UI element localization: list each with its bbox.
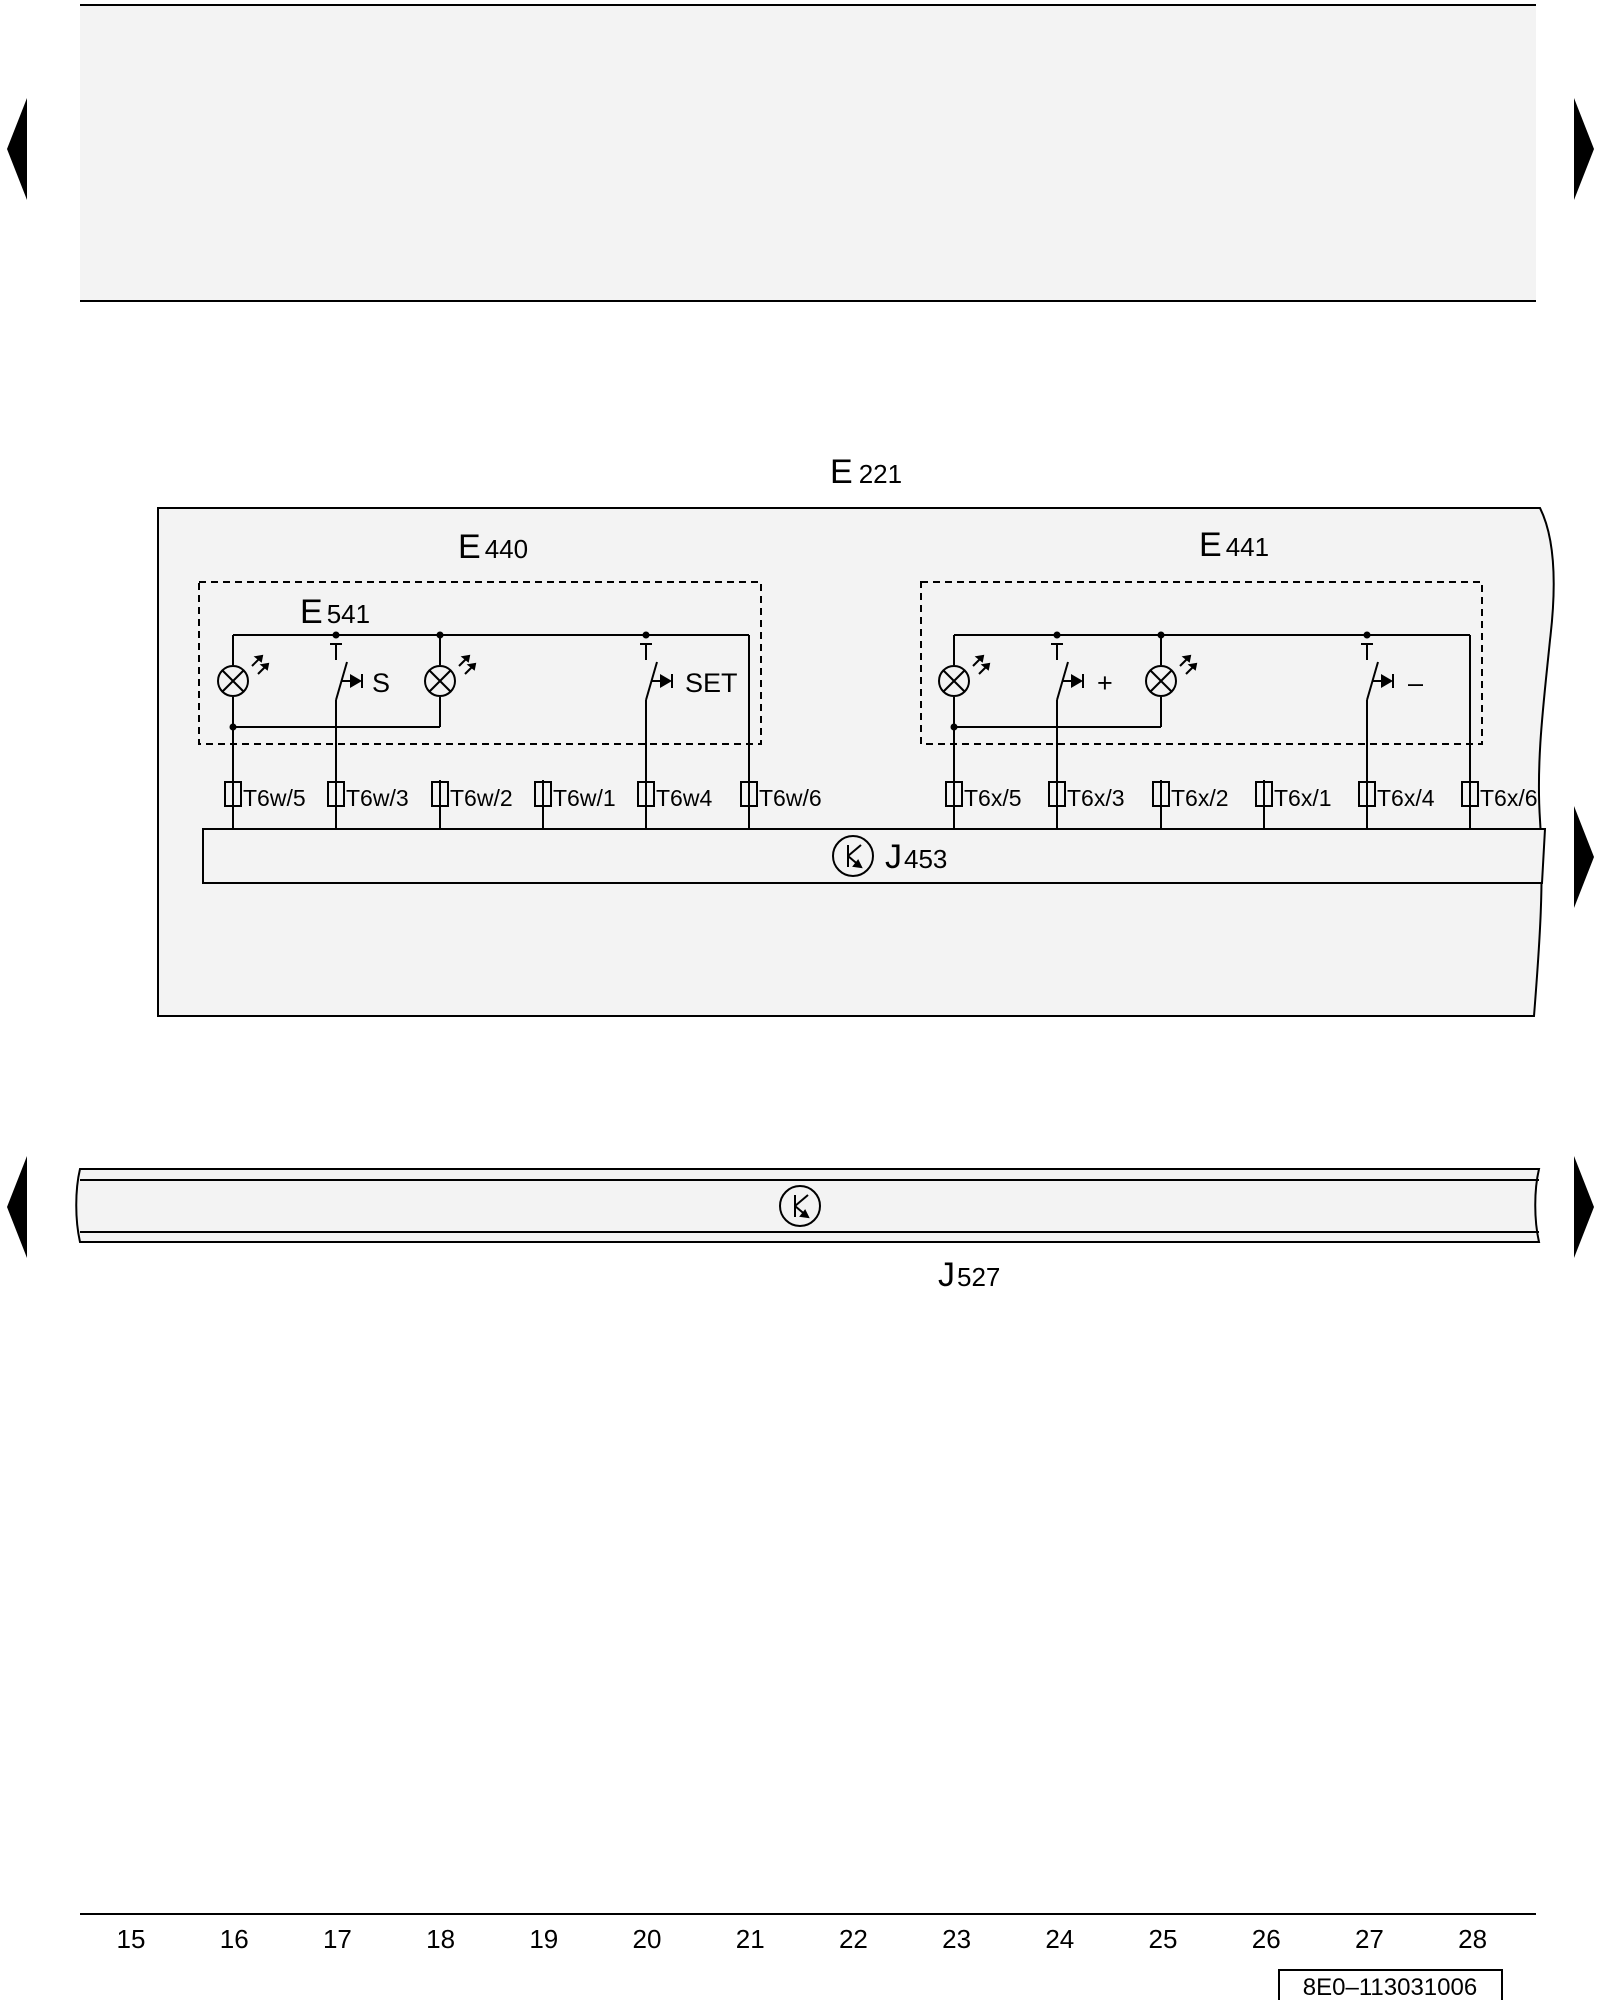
connector-pin-label: T6w/3 <box>346 785 409 811</box>
column-number: 25 <box>1148 1924 1178 1954</box>
column-number: 22 <box>838 1924 868 1954</box>
next-page-arrow-icon[interactable] <box>1574 98 1594 200</box>
e221-label: E 221 <box>830 453 903 491</box>
connector-pin-label: T6x/2 <box>1171 785 1229 811</box>
connector-pin-label: T6w/2 <box>450 785 513 811</box>
column-number: 16 <box>219 1924 249 1954</box>
prev-page-arrow-icon-lower[interactable] <box>7 1156 27 1258</box>
column-number: 18 <box>426 1924 456 1954</box>
j527-label: J527 <box>938 1256 1001 1294</box>
column-number: 27 <box>1354 1924 1384 1954</box>
switch-label-s: S <box>372 668 391 698</box>
continue-right-arrow-icon[interactable] <box>1574 806 1594 908</box>
connector-pin-label: T6x/3 <box>1067 785 1125 811</box>
top-panel <box>80 5 1536 301</box>
connector-pin-label: T6w/1 <box>553 785 616 811</box>
next-page-arrow-icon-lower[interactable] <box>1574 1156 1594 1258</box>
column-number-row <box>117 1924 1488 1954</box>
prev-page-arrow-icon[interactable] <box>7 98 27 200</box>
connector-pin-label: T6x/5 <box>964 785 1022 811</box>
switch-label-minus: – <box>1408 668 1424 698</box>
e541-label: E 541 <box>300 593 371 631</box>
connector-pin-label: T6w4 <box>656 785 713 811</box>
column-number: 20 <box>632 1924 662 1954</box>
drawing-number: 8E0–113031006 <box>1302 1974 1478 2000</box>
column-number: 15 <box>116 1924 146 1954</box>
e221-housing <box>158 508 1554 1016</box>
column-number: 26 <box>1251 1924 1281 1954</box>
switch-label-plus: + <box>1097 668 1113 698</box>
connector-pin-label: T6x/6 <box>1480 785 1538 811</box>
column-number: 23 <box>942 1924 972 1954</box>
column-number: 19 <box>529 1924 559 1954</box>
connector-pin-label: T6w/6 <box>759 785 822 811</box>
column-number: 17 <box>322 1924 352 1954</box>
switch-label-set: SET <box>685 668 738 698</box>
column-number: 28 <box>1458 1924 1488 1954</box>
j527-module-bar <box>76 1169 1539 1242</box>
connector-pin-label: T6x/1 <box>1274 785 1332 811</box>
column-number: 21 <box>735 1924 765 1954</box>
connector-pin-label: T6w/5 <box>243 785 306 811</box>
e440-label: E 440 <box>458 528 529 566</box>
connector-pin-label: T6x/4 <box>1377 785 1435 811</box>
j453-label: J453 <box>885 838 948 876</box>
e441-label: E 441 <box>1199 526 1270 564</box>
column-number: 24 <box>1045 1924 1075 1954</box>
